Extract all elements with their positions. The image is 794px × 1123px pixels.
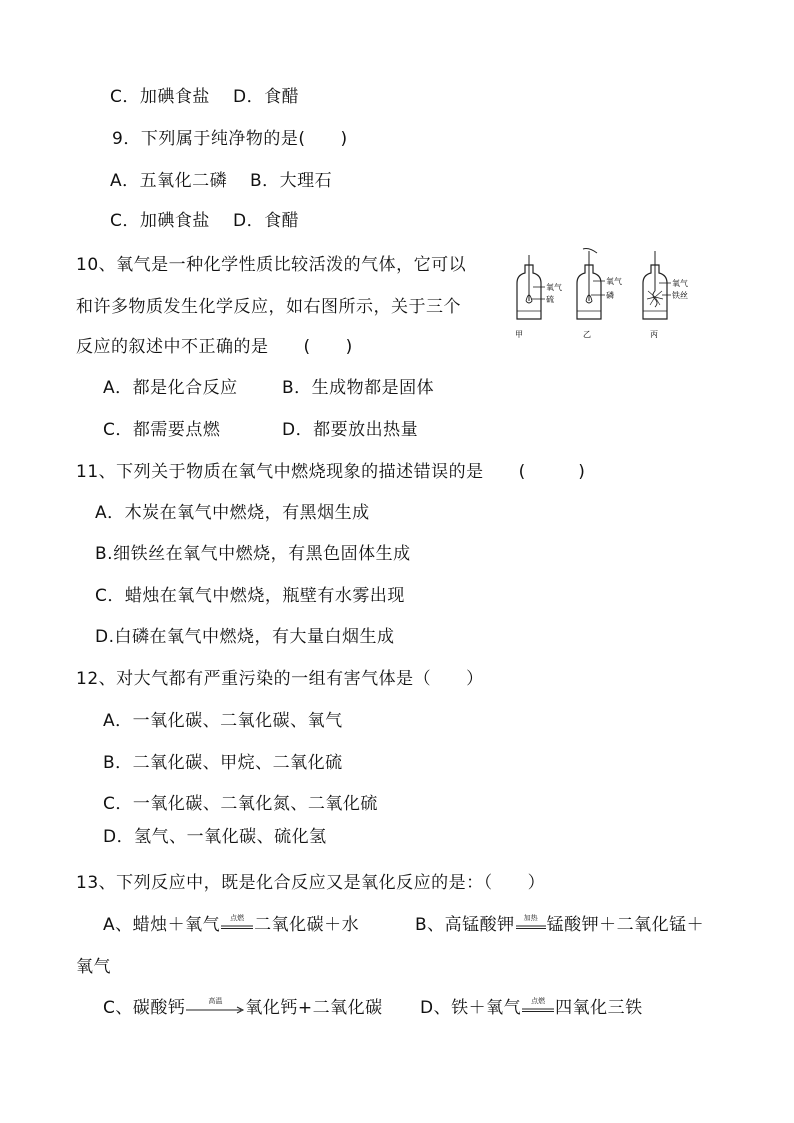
bottle-jia bbox=[515, 255, 562, 339]
bottle-yi-caption: 乙 bbox=[583, 330, 591, 339]
q11-option-b: B.细铁丝在氧气中燃烧，有黑色固体生成 bbox=[95, 544, 411, 564]
q10-option-b: B．生成物都是固体 bbox=[282, 378, 435, 398]
q11-option-a: A．木炭在氧气中燃烧，有黑烟生成 bbox=[95, 503, 370, 523]
q9-option-b: B．大理石 bbox=[250, 171, 333, 191]
q13-b-products: 锰酸钾＋二氧化锰＋ bbox=[546, 915, 705, 935]
q13-b-arrow bbox=[515, 914, 547, 931]
q9-option-a: A．五氧化二磷 bbox=[110, 171, 228, 191]
bottle-jia-label-sulfur: 硫 bbox=[546, 295, 554, 304]
q9-option-d: D．食醋 bbox=[233, 211, 300, 231]
q8-option-d: D．食醋 bbox=[233, 87, 300, 107]
q10-option-c: C．都需要点燃 bbox=[103, 420, 221, 440]
q10-option-d: D．都要放出热量 bbox=[282, 420, 419, 440]
q13-a-products: 二氧化碳＋水 bbox=[254, 915, 360, 935]
q13-c-condition: 高温 bbox=[208, 997, 223, 1005]
q10-stem-line3: 反应的叙述中不正确的是 ( ) bbox=[76, 337, 353, 357]
q9-stem: 9．下列属于纯净物的是( ) bbox=[112, 129, 348, 149]
q13-option-d bbox=[420, 997, 643, 1019]
q11-stem: 11、下列关于物质在氧气中燃烧现象的描述错误的是 ( ) bbox=[76, 462, 586, 482]
q13-option-b bbox=[415, 914, 704, 936]
q13-option-c bbox=[103, 997, 383, 1019]
q13-c-arrow bbox=[185, 997, 245, 1014]
q10-stem-line2: 和许多物质发生化学反应，如右图所示，关于三个 bbox=[76, 297, 461, 317]
q11-option-c: C．蜡烛在氧气中燃烧，瓶壁有水雾出现 bbox=[95, 586, 405, 606]
q13-c-reactants: C、碳酸钙 bbox=[103, 998, 186, 1018]
q12-option-b: B．二氧化碳、甲烷、二氧化硫 bbox=[103, 753, 343, 773]
q13-b-reactants: B、高锰酸钾 bbox=[415, 915, 515, 935]
q10-figure-three-bottles bbox=[505, 245, 705, 343]
q13-stem: 13、下列反应中，既是化合反应又是氧化反应的是：（ ） bbox=[76, 873, 546, 893]
q13-b-condition: 加热 bbox=[523, 914, 538, 922]
q13-d-condition: 点燃 bbox=[531, 997, 546, 1005]
q13-option-b-wrap: 氧气 bbox=[76, 957, 111, 977]
q8-option-c: C．加碘食盐 bbox=[110, 87, 210, 107]
bottle-bing-label-oxygen: 氧气 bbox=[672, 279, 688, 288]
q10-stem-line1: 10、氧气是一种化学性质比较活泼的气体，它可以 bbox=[76, 255, 467, 275]
bottle-yi-label-oxygen: 氧气 bbox=[606, 277, 622, 286]
q12-option-d: D．氢气、一氧化碳、硫化氢 bbox=[103, 827, 327, 847]
bottle-bing-label-iron-wire: 铁丝 bbox=[672, 291, 688, 300]
q13-c-products: 氧化钙+二氧化碳 bbox=[245, 998, 383, 1018]
q11-option-d: D.白磷在氧气中燃烧，有大量白烟生成 bbox=[95, 627, 395, 647]
q13-option-a bbox=[103, 914, 359, 936]
q12-option-a: A．一氧化碳、二氧化碳、氧气 bbox=[103, 711, 343, 731]
q13-d-products: 四氧化三铁 bbox=[555, 998, 643, 1018]
bottle-bing-caption: 丙 bbox=[650, 330, 658, 339]
q13-a-arrow bbox=[220, 914, 254, 931]
bottle-bing bbox=[643, 251, 688, 339]
q12-option-c: C．一氧化碳、二氧化氮、二氧化硫 bbox=[103, 794, 378, 814]
q9-option-c: C．加碘食盐 bbox=[110, 211, 210, 231]
bottle-yi-label-phosphorus: 磷 bbox=[606, 291, 614, 300]
bottle-jia-caption: 甲 bbox=[515, 330, 523, 339]
bottle-yi bbox=[577, 249, 622, 340]
bottle-jia-label-oxygen: 氧气 bbox=[546, 283, 562, 292]
q13-a-reactants: A、蜡烛＋氧气 bbox=[103, 915, 221, 935]
q12-stem: 12、对大气都有严重污染的一组有害气体是（ ） bbox=[76, 669, 484, 689]
q13-a-condition: 点燃 bbox=[230, 914, 245, 922]
q10-option-a: A．都是化合反应 bbox=[103, 378, 238, 398]
q13-d-arrow bbox=[521, 997, 555, 1014]
q13-d-reactants: D、铁＋氧气 bbox=[420, 998, 522, 1018]
